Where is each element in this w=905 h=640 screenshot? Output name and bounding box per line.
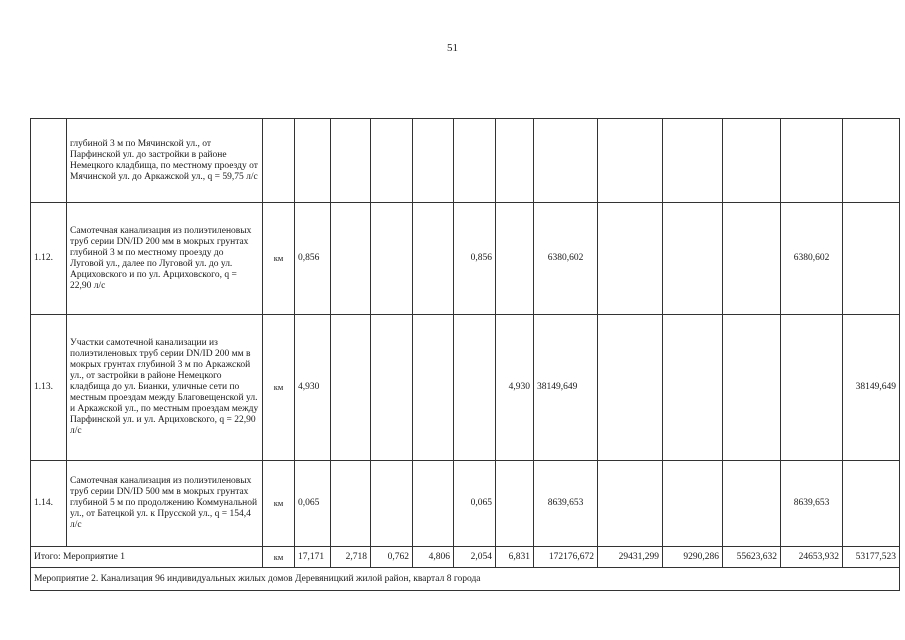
event-2-heading: Мероприятие 2. Канализация 96 индивидуальных жилых домов Деревяницкий жилой район, квартал 8 города (31, 568, 900, 591)
total-cost: 172176,672 (534, 547, 598, 568)
cell-value (454, 119, 496, 203)
cell-value (331, 461, 371, 547)
cell-length-total: 4,930 (295, 315, 331, 461)
cell-cost (598, 119, 663, 203)
total-value: 0,762 (371, 547, 413, 568)
cell-value: 0,065 (454, 461, 496, 547)
row-number: 1.13. (31, 315, 67, 461)
cell-cost (781, 315, 843, 461)
cell-cost-total (534, 119, 598, 203)
total-cost: 24653,932 (781, 547, 843, 568)
total-unit: км (263, 547, 295, 568)
total-cost: 29431,299 (598, 547, 663, 568)
total-value: 6,831 (496, 547, 534, 568)
cell-cost (598, 315, 663, 461)
row-unit: км (263, 315, 295, 461)
total-value: 4,806 (413, 547, 454, 568)
page-number: 51 (447, 42, 458, 54)
cell-cost (723, 203, 781, 315)
cell-value (454, 315, 496, 461)
total-cost: 9290,286 (663, 547, 723, 568)
cell-cost (843, 119, 900, 203)
row-description: глубиной 3 м по Мячинской ул., от Парфинской ул. до застройки в районе Немецкого кладбища, по местному проезду от Мячинской ул. до Аркажской ул., q = 59,75 л/с (67, 119, 263, 203)
cell-cost: 6380,602 (781, 203, 843, 315)
cell-value (371, 203, 413, 315)
row-number: 1.12. (31, 203, 67, 315)
cell-value (413, 461, 454, 547)
cell-value (371, 315, 413, 461)
cell-length-total: 0,856 (295, 203, 331, 315)
cell-value (331, 203, 371, 315)
cell-cost (723, 315, 781, 461)
cell-value: 4,930 (496, 315, 534, 461)
row-description: Участки самотечной канализации из полиэтиленовых труб серии DN/ID 200 мм в мокрых грунтах глубиной 3 м по Аркажской ул., от застройки в районе Немецкого кладбища до ул. Бианки, уличные сети по местным проездам между Благовещенской ул. и Аркажской ул., по местным проездам между Парфинской ул. и ул. Арциховского, q = 22,90 л/с (67, 315, 263, 461)
row-number: 1.14. (31, 461, 67, 547)
row-description: Самотечная канализация из полиэтиленовых труб серии DN/ID 500 мм в мокрых грунтах глубиной 5 м по продолжению Коммунальной ул., от Батецкой ул. к Прусской ул., q = 154,4 л/с (67, 461, 263, 547)
cell-cost-total: 38149,649 (534, 315, 598, 461)
cell-value (371, 119, 413, 203)
section-heading-row (31, 568, 900, 591)
table-row (31, 203, 900, 315)
cell-cost (843, 203, 900, 315)
cell-length-total (295, 119, 331, 203)
sewer-works-table (30, 118, 900, 591)
total-label: Итого: Мероприятие 1 (31, 547, 263, 568)
total-length: 17,171 (295, 547, 331, 568)
cell-cost (843, 461, 900, 547)
cell-value: 0,856 (454, 203, 496, 315)
cell-value (496, 461, 534, 547)
total-value: 2,718 (331, 547, 371, 568)
cell-cost (598, 203, 663, 315)
table-row (31, 119, 900, 203)
table-row (31, 315, 900, 461)
row-unit: км (263, 461, 295, 547)
cell-cost (723, 461, 781, 547)
cell-cost: 8639,653 (781, 461, 843, 547)
cell-cost (781, 119, 843, 203)
cell-value (331, 119, 371, 203)
row-unit (263, 119, 295, 203)
cell-cost (663, 203, 723, 315)
total-cost: 53177,523 (843, 547, 900, 568)
cell-value (496, 203, 534, 315)
cell-value (413, 119, 454, 203)
row-number (31, 119, 67, 203)
cell-value (413, 315, 454, 461)
row-description: Самотечная канализация из полиэтиленовых труб серии DN/ID 200 мм в мокрых грунтах глубиной 3 м по местному проезду до Луговой ул., далее по Луговой ул. до ул. Арциховского и по ул. Арциховского, q = 22,90 л/с (67, 203, 263, 315)
cell-cost-total: 6380,602 (534, 203, 598, 315)
row-unit: км (263, 203, 295, 315)
table-row (31, 461, 900, 547)
cell-value (413, 203, 454, 315)
cell-cost (663, 461, 723, 547)
total-row (31, 547, 900, 568)
cell-value (331, 315, 371, 461)
cell-length-total: 0,065 (295, 461, 331, 547)
total-value: 2,054 (454, 547, 496, 568)
cell-value (496, 119, 534, 203)
cell-value (371, 461, 413, 547)
cell-cost (723, 119, 781, 203)
total-cost: 55623,632 (723, 547, 781, 568)
cell-cost (598, 461, 663, 547)
cell-cost-total: 8639,653 (534, 461, 598, 547)
cell-cost (663, 315, 723, 461)
cell-cost: 38149,649 (843, 315, 900, 461)
cell-cost (663, 119, 723, 203)
